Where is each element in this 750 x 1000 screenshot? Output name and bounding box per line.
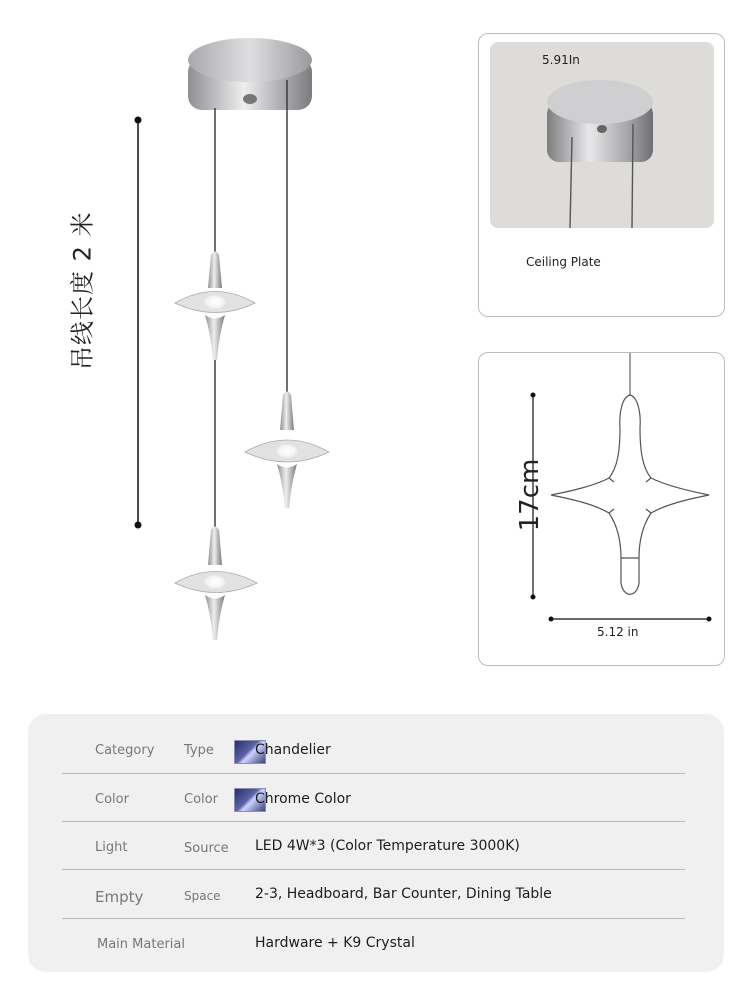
row-category: Main Material [97,937,185,952]
row-value: Chrome Color [255,791,351,807]
row-value: Chandelier [255,742,331,758]
lamp-outline [551,395,709,594]
row-value: 2-3, Headboard, Bar Counter, Dining Table [255,886,552,902]
ceiling-plate-photo [490,42,714,228]
dimension-end-dot [707,617,712,622]
table-row [62,774,685,822]
table-row [62,822,685,870]
dimension-diagram-panel [478,352,725,666]
pendant-light [175,252,255,361]
row-value: LED 4W*3 (Color Temperature 3000K) [255,838,520,854]
dimension-end-dot [135,522,142,529]
chandelier-illustration [0,0,470,680]
row-category: Empty [95,888,144,906]
table-row [62,726,685,774]
dimension-end-dot [549,617,554,622]
spec-table [28,714,724,972]
row-divider [62,918,685,919]
row-category: Color [95,792,129,807]
table-row [62,920,685,968]
height-label: 17cm [515,458,545,532]
ceiling-plate-caption: Ceiling Plate [526,255,601,269]
pendant-light [175,527,257,641]
row-subcategory: Source [184,841,229,856]
plate-width-label: 5.91In [542,53,580,67]
row-subcategory: Color [184,792,218,807]
width-label: 5.12 in [597,625,639,639]
row-subcategory: Space [184,889,221,903]
ceiling-plate-panel [478,33,725,317]
row-category: Category [95,743,155,758]
cable-length-label: 吊线长度 2 米 [68,211,97,370]
ceiling-canopy [188,38,312,110]
dimension-end-dot [531,595,536,600]
row-divider [62,869,685,870]
row-value: Hardware + K9 Crystal [255,935,415,951]
dimension-end-dot [531,393,536,398]
ceiling-plate-image [490,42,714,228]
row-category: Light [95,840,128,855]
table-row [62,871,685,919]
dimension-end-dot [135,117,142,124]
row-subcategory: Type [184,743,214,758]
pendant-light [245,392,329,509]
